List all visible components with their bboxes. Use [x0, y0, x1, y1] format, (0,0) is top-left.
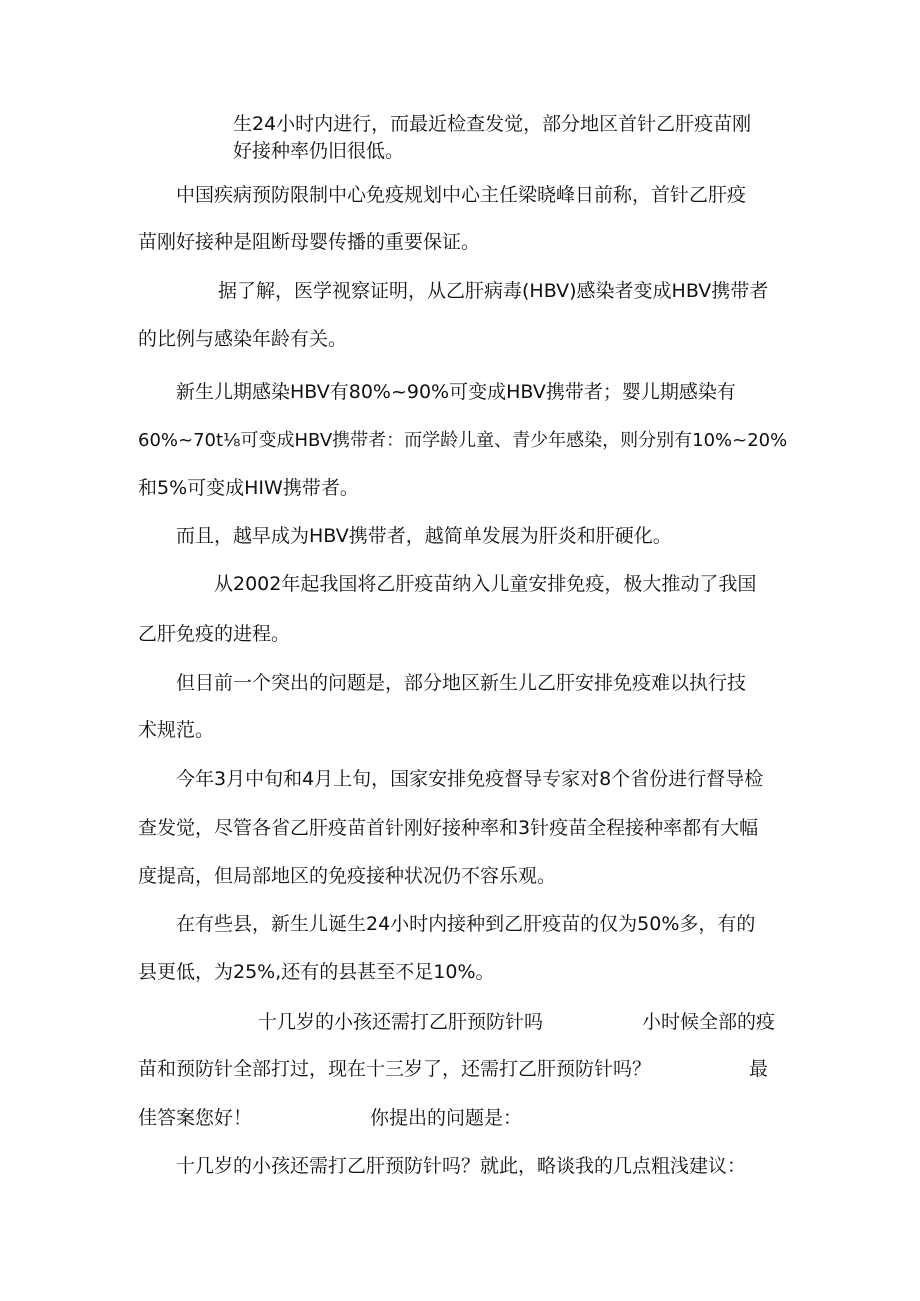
text-line: 中国疾病预防限制中心免疫规划中心主任梁晓峰日前称，首针乙肝疫: [176, 184, 747, 206]
text-line: 在有些县，新生儿诞生24小时内接种到乙肝疫苗的仅为50%多，有的: [176, 913, 756, 935]
text-line: 查发觉，尽管各省乙肝疫苗首针刚好接种率和3针疫苗全程接种率都有大幅: [138, 817, 759, 839]
text-line: 十几岁的小孩还需打乙肝预防针吗？就此，略谈我的几点粗浅建议：: [176, 1155, 747, 1177]
text-line: 60%~70t⅛可变成HBV携带者：而学龄儿童、青少年感染，则分别有10%~20%: [138, 430, 788, 451]
text-line: 苗刚好接种是阻断母婴传播的重要保证。: [138, 231, 481, 253]
text-line: 生24小时内进行，而最近检查发觉，部分地区首针乙肝疫苗刚: [233, 113, 752, 135]
text-line: 你提出的问题是：: [370, 1107, 523, 1129]
text-line: 今年3月中旬和4月上旬，国家安排免疫督导专家对8个省份进行督导检: [176, 768, 764, 790]
text-line: 和5%可变成HIW携带者。: [138, 477, 359, 499]
text-line: 新生儿期感染HBV有80%~90%可变成HBV携带者；婴儿期感染有: [176, 381, 736, 403]
text-line: 从2002年起我国将乙肝疫苗纳入儿童安排免疫，极大推动了我国: [214, 573, 757, 595]
text-line: 十几岁的小孩还需打乙肝预防针吗: [258, 1011, 544, 1033]
text-line: 术规范。: [138, 719, 215, 741]
text-line: 但目前一个突出的问题是，部分地区新生儿乙肝安排免疫难以执行技: [176, 672, 747, 694]
text-line: 据了解，医学视察证明，从乙肝病毒(HBV)感染者变成HBV携带者: [218, 280, 769, 302]
text-line: 县更低，为25%,还有的县甚至不足10%。: [138, 961, 495, 983]
text-line: 乙肝免疫的进程。: [138, 623, 291, 645]
text-line: 而且，越早成为HBV携带者，越简单发展为肝炎和肝硬化。: [176, 525, 672, 547]
text-line: 度提高，但局部地区的免疫接种状况仍不容乐观。: [138, 865, 557, 887]
text-line: 佳答案您好！: [138, 1107, 253, 1129]
text-line: 好接种率仍旧很低。: [233, 140, 405, 162]
text-line: 最: [749, 1058, 769, 1080]
text-line: 苗和预防针全部打过，现在十三岁了，还需打乙肝预防针吗？: [138, 1058, 652, 1080]
text-line: 小时候全部的疫: [642, 1011, 776, 1033]
text-line: 的比例与感染年龄有关。: [138, 328, 348, 350]
